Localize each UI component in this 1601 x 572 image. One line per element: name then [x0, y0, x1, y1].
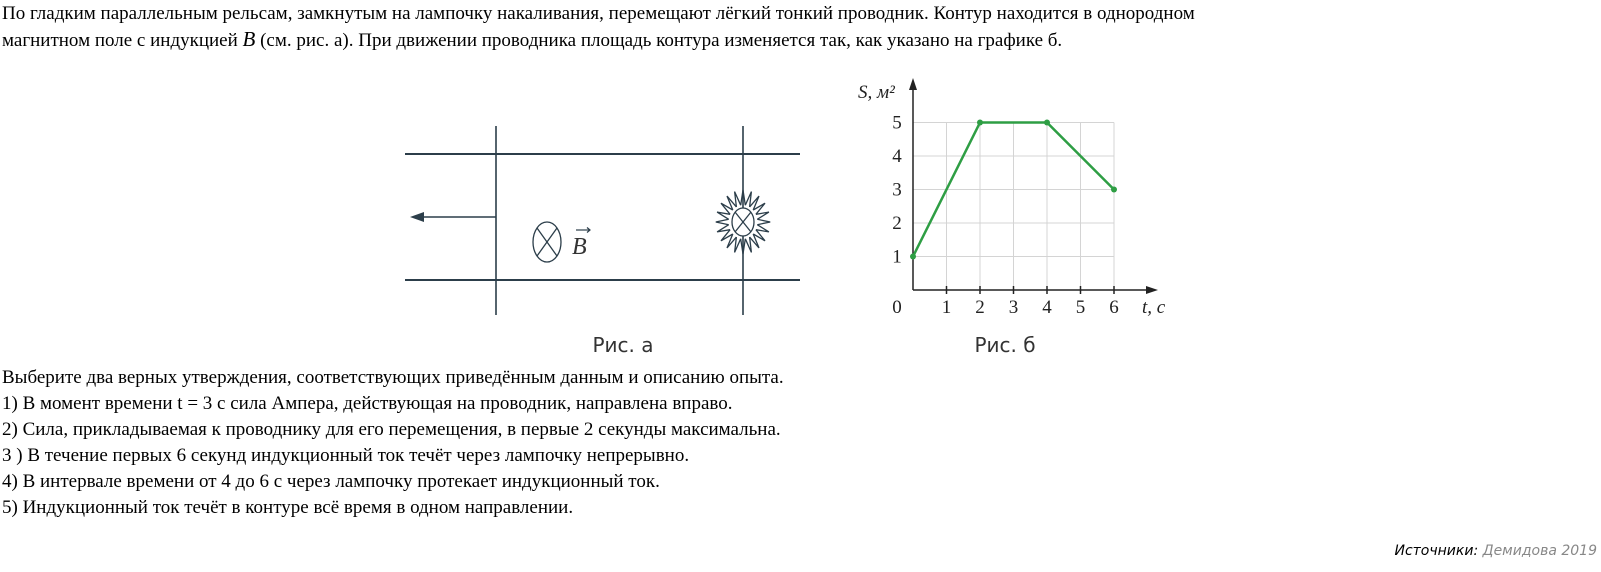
y-tick-label: 2: [892, 213, 902, 234]
x-tick-label: 4: [1042, 297, 1052, 318]
y-axis-arrow-icon: [909, 78, 917, 90]
lamp-ray: [745, 192, 751, 207]
answer-option: 4) В интервале времени от 4 до 6 с через лампочку протекает индукционный ток.: [2, 471, 660, 492]
answer-option: 1) В момент времени t = 3 с сила Ампера, действующая на проводник, направлена вправо.: [2, 393, 733, 414]
x-tick-label: 1: [941, 297, 952, 318]
data-point: [910, 254, 916, 260]
lamp-ray: [756, 212, 769, 219]
vector-b-label: B: [572, 234, 587, 260]
caption-a: Рис. а: [592, 333, 654, 357]
x-tick-label: 5: [1075, 297, 1086, 318]
data-point: [1111, 187, 1117, 193]
lamp-ray: [735, 192, 741, 207]
intro-text: магнитном поле с индукцией: [2, 30, 243, 51]
y-axis-label: S, м²: [858, 82, 895, 103]
intro-line-1: По гладким параллельным рельсам, замкнутым на лампочку накаливания, перемещают лёгкий тонкий проводник. Контур находится в однородном: [2, 3, 1195, 24]
lamp-ray: [756, 225, 769, 232]
intro-text: (см. рис. а). При движении проводника площадь контура изменяется так, как указано на графике б.: [255, 30, 1063, 51]
y-tick-label: 4: [892, 146, 902, 167]
caption-b: Рис. б: [974, 333, 1036, 357]
x-tick-label: 0: [892, 297, 902, 318]
x-tick-label: 6: [1109, 297, 1119, 318]
y-tick-label: 1: [892, 246, 902, 268]
x-tick-label: 2: [975, 297, 985, 318]
x-tick-label: 3: [1008, 297, 1019, 318]
answer-option: 3 ) В течение первых 6 секунд индукционный ток течёт через лампочку непрерывно.: [2, 445, 690, 466]
lamp-ray: [745, 237, 751, 252]
chart: [858, 78, 1166, 318]
source: [1394, 542, 1597, 560]
figure-a: [405, 126, 800, 315]
y-tick-label: 5: [892, 112, 902, 134]
data-point: [1044, 120, 1050, 126]
question: Выберите два верных утверждения, соответствующих приведённым данным и описанию опыта.: [2, 367, 784, 388]
arrow-left-icon: [410, 212, 424, 222]
answer-option: 5) Индукционный ток течёт в контуре всё время в одном направлении.: [2, 497, 574, 518]
source-label: Источники:: [1394, 543, 1479, 559]
field-into-page-icon: [533, 222, 561, 262]
lamp-ray: [716, 219, 729, 224]
symbol-b: B: [242, 27, 256, 51]
source-link[interactable]: Демидова 2019: [1482, 543, 1597, 559]
lamp-ray: [717, 225, 730, 232]
vector-arrow-icon: [576, 228, 590, 233]
x-axis-label: t, с: [1142, 297, 1166, 318]
lamp-ray: [717, 212, 730, 219]
data-point: [977, 120, 983, 126]
lamp-ray: [735, 237, 741, 252]
x-axis-arrow-icon: [1146, 286, 1158, 294]
y-tick-label: 3: [892, 179, 902, 201]
lamp-ray: [757, 219, 770, 224]
answer-option: 2) Сила, прикладываемая к проводнику для его перемещения, в первые 2 секунды максимальна.: [2, 419, 781, 440]
